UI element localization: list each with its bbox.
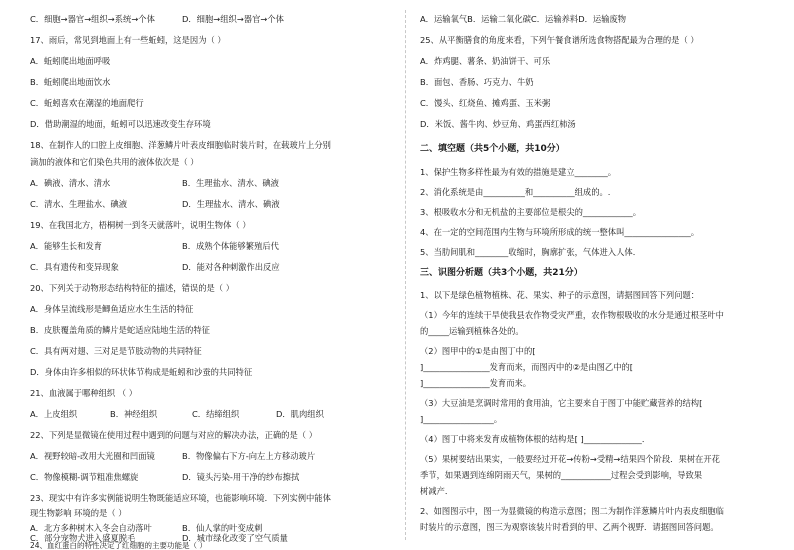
q22-stem: 22、下列是显微镜在使用过程中遇到的问题与对应的解决办法，正确的是（ ） [30,430,317,440]
q25-option-c: C．馒头、红烧鱼、摊鸡蛋、玉米粥 [420,98,551,108]
option-c: C．细胞→器官→组织→系统→个体 [30,14,155,24]
fill-q5: 5、当肋间肌和________收缩时，胸廓扩张，气体进入人体． [420,247,641,257]
option-b: B．物像偏右下方-向左上方移动玻片 [182,451,316,461]
fill-q4: 4、在一定的空间范围内生物与环境所形成的统一整体叫________________。 [420,227,700,237]
option-c: C．部分宠物犬进入盛夏脱毛 [30,533,136,543]
q24-options: A．运输氧气B．运输二氧化碳C．运输养料D．运输废物 [420,14,627,24]
q20-option-b: B．皮肤覆盖角质的鳞片是蛇适应陆地生活的特征 [30,325,210,335]
diagram-q1-s5-line1: （5）果树要结出果实，一般要经过开花→传粉→受精→结果四个阶段．果树在开花 [420,454,720,464]
diagram-q2-line2: 时装片的示意图，图三为观察该装片时看到的甲、乙两个视野．请据图回答问题。 [420,522,719,532]
diagram-q1-s5-line3: 树减产． [420,486,454,496]
column-divider [405,10,406,540]
diagram-q1-s3-line1: （3）大豆油是烹调时常用的食用油，它主要来自于图丁中能贮藏营养的结构[ [420,398,703,408]
option-c: C．清水、生理盐水、碘液 [30,199,128,209]
q18-stem-line1: 18、在制作人的口腔上皮细胞、洋葱鳞片叶表皮细胞临时装片时，在载玻片上分别 [30,140,331,150]
diagram-q1-stem: 1、以下是绿色植物植株、花、果实、种子的示意图，请据图回答下列问题： [420,290,700,300]
option-d: D．城市绿化改变了空气质量 [182,533,288,543]
option-c: C．结缔组织 [192,409,240,419]
fill-q2: 2、消化系统是由__________和__________组成的。. [420,187,611,197]
q16-options-cd [30,14,284,25]
diagram-q1-s2-line3: ]________________发育而来。 [420,378,532,388]
q19-options-ab [30,241,279,252]
q20-option-d: D．身体由许多相似的环状体节构成是蚯蚓和沙蚕的共同特征 [30,367,253,377]
option-b: B．仙人掌的叶变成刺 [182,523,263,533]
option-a: A．视野较暗-改用大光圈和凹面镜 [30,451,155,461]
q25-option-b: B．面包、香肠、巧克力、牛奶 [420,77,534,87]
option-a: A．北方多种树木入冬会自动落叶 [30,523,152,533]
diagram-q1-s2-line2: ]________________发育而来，而图丙中的②是由图乙中的[ [420,362,634,372]
q18-stem-line2: 滴加的液体和它们染色共用的液体依次是（ ） [30,157,199,167]
q21-options [30,409,324,420]
fill-q1: 1、保护生物多样性最为有效的措施是建立________。 [420,167,617,177]
q21-stem: 21、血液属于哪种组织 （ ） [30,388,138,398]
q20-option-c: C．具有两对翅、三对足是节肢动物的共同特征 [30,346,202,356]
q23-stem-line2: 现生物影响 环境的是（ ） [30,508,127,518]
q23-stem-line1: 23、现实中有许多实例能说明生物既能适应环境，也能影响环境．下列实例中能体 [30,493,331,503]
q25-stem: 25、从平衡膳食的角度来看，下列午餐食谱所选食物搭配最为合理的是（ ） [420,35,699,45]
option-a: A．碘液、清水、清水 [30,178,111,188]
option-c: C．物像模糊-调节粗准焦螺旋 [30,472,139,482]
q19-options-cd [30,262,280,273]
q17-option-b: B．蚯蚓爬出地面饮水 [30,77,111,87]
option-c: C．具有遗传和变异现象 [30,262,119,272]
fill-q3: 3、根吸收水分和无机盐的主要部位是根尖的____________。 [420,207,641,217]
section-diagram-title: 三、识图分析题（共3个小题，共21分） [420,268,583,278]
q17-stem: 17、雨后，常见到地面上有一些蚯蚓，这是因为（ ） [30,35,226,45]
q20-option-a: A．身体呈流线形是鲫鱼适应水生生活的特征 [30,304,194,314]
diagram-q2-line1: 2、如图图示中，图一为显微镜的构造示意图；图二为制作洋葱鳞片叶内表皮细胞临 [420,506,724,516]
q22-options-cd [30,472,299,483]
option-d: D．生理盐水、清水、碘液 [182,199,280,209]
option-b: B．成熟个体能够繁殖后代 [182,241,279,251]
option-b: B．生理盐水、清水、碘液 [182,178,279,188]
q22-options-ab [30,451,315,462]
diagram-q1-s4: （4）图丁中将来发育成植物体根的结构是[ ]______________． [420,434,651,444]
option-d: D．肌肉组织 [276,409,324,419]
section-fill-title: 二、填空题（共5个小题，共10分） [420,144,565,154]
option-b: B．神经组织 [110,409,158,419]
q19-stem: 19、在我国北方，梧桐树一到冬天就落叶，说明生物体（ ） [30,220,251,230]
option-d: D．细胞→组织→器官→个体 [182,14,284,24]
q24-stem: 24、血红蛋白的特性决定了红细胞的主要功能是（ ） [30,541,207,550]
q17-option-d: D．借助潮湿的地面，蚯蚓可以迅速改变生存环境 [30,119,211,129]
diagram-q1-s1-line2: 的_____运输到植株各处的。 [420,326,524,336]
diagram-q1-s1-line1: （1）今年的连续干旱使我县农作物受灾严重，农作物根吸收的水分是通过根茎叶中 [420,310,724,320]
q18-options-ab [30,178,279,189]
q17-option-a: A．蚯蚓爬出地面呼吸 [30,56,111,66]
option-a: A．能够生长和发育 [30,241,103,251]
q25-option-a: A．炸鸡腿、薯条、奶油饼干、可乐 [420,56,551,66]
option-d: D．能对各种刺激作出反应 [182,262,280,272]
option-d: D．镜头污染-用干净的纱布擦拭 [182,472,300,482]
option-a: A．上皮组织 [30,409,78,419]
q17-option-c: C．蚯蚓喜欢在潮湿的地面爬行 [30,98,144,108]
diagram-q1-s2-line1: （2）图甲中的①是由图丁中的[ [420,346,536,356]
q25-option-d: D．米饭、酱牛肉、炒豆角、鸡蛋西红柿汤 [420,119,576,129]
diagram-q1-s3-line2: ]_________________。 [420,414,503,424]
q18-options-cd [30,199,280,210]
diagram-q1-s5-line2: 季节，如果遇到连绵阴雨天气，果树的____________过程会受到影响，导致果 [420,470,703,480]
q20-stem: 20、下列关于动物形态结构特征的描述，错误的是（ ） [30,283,235,293]
